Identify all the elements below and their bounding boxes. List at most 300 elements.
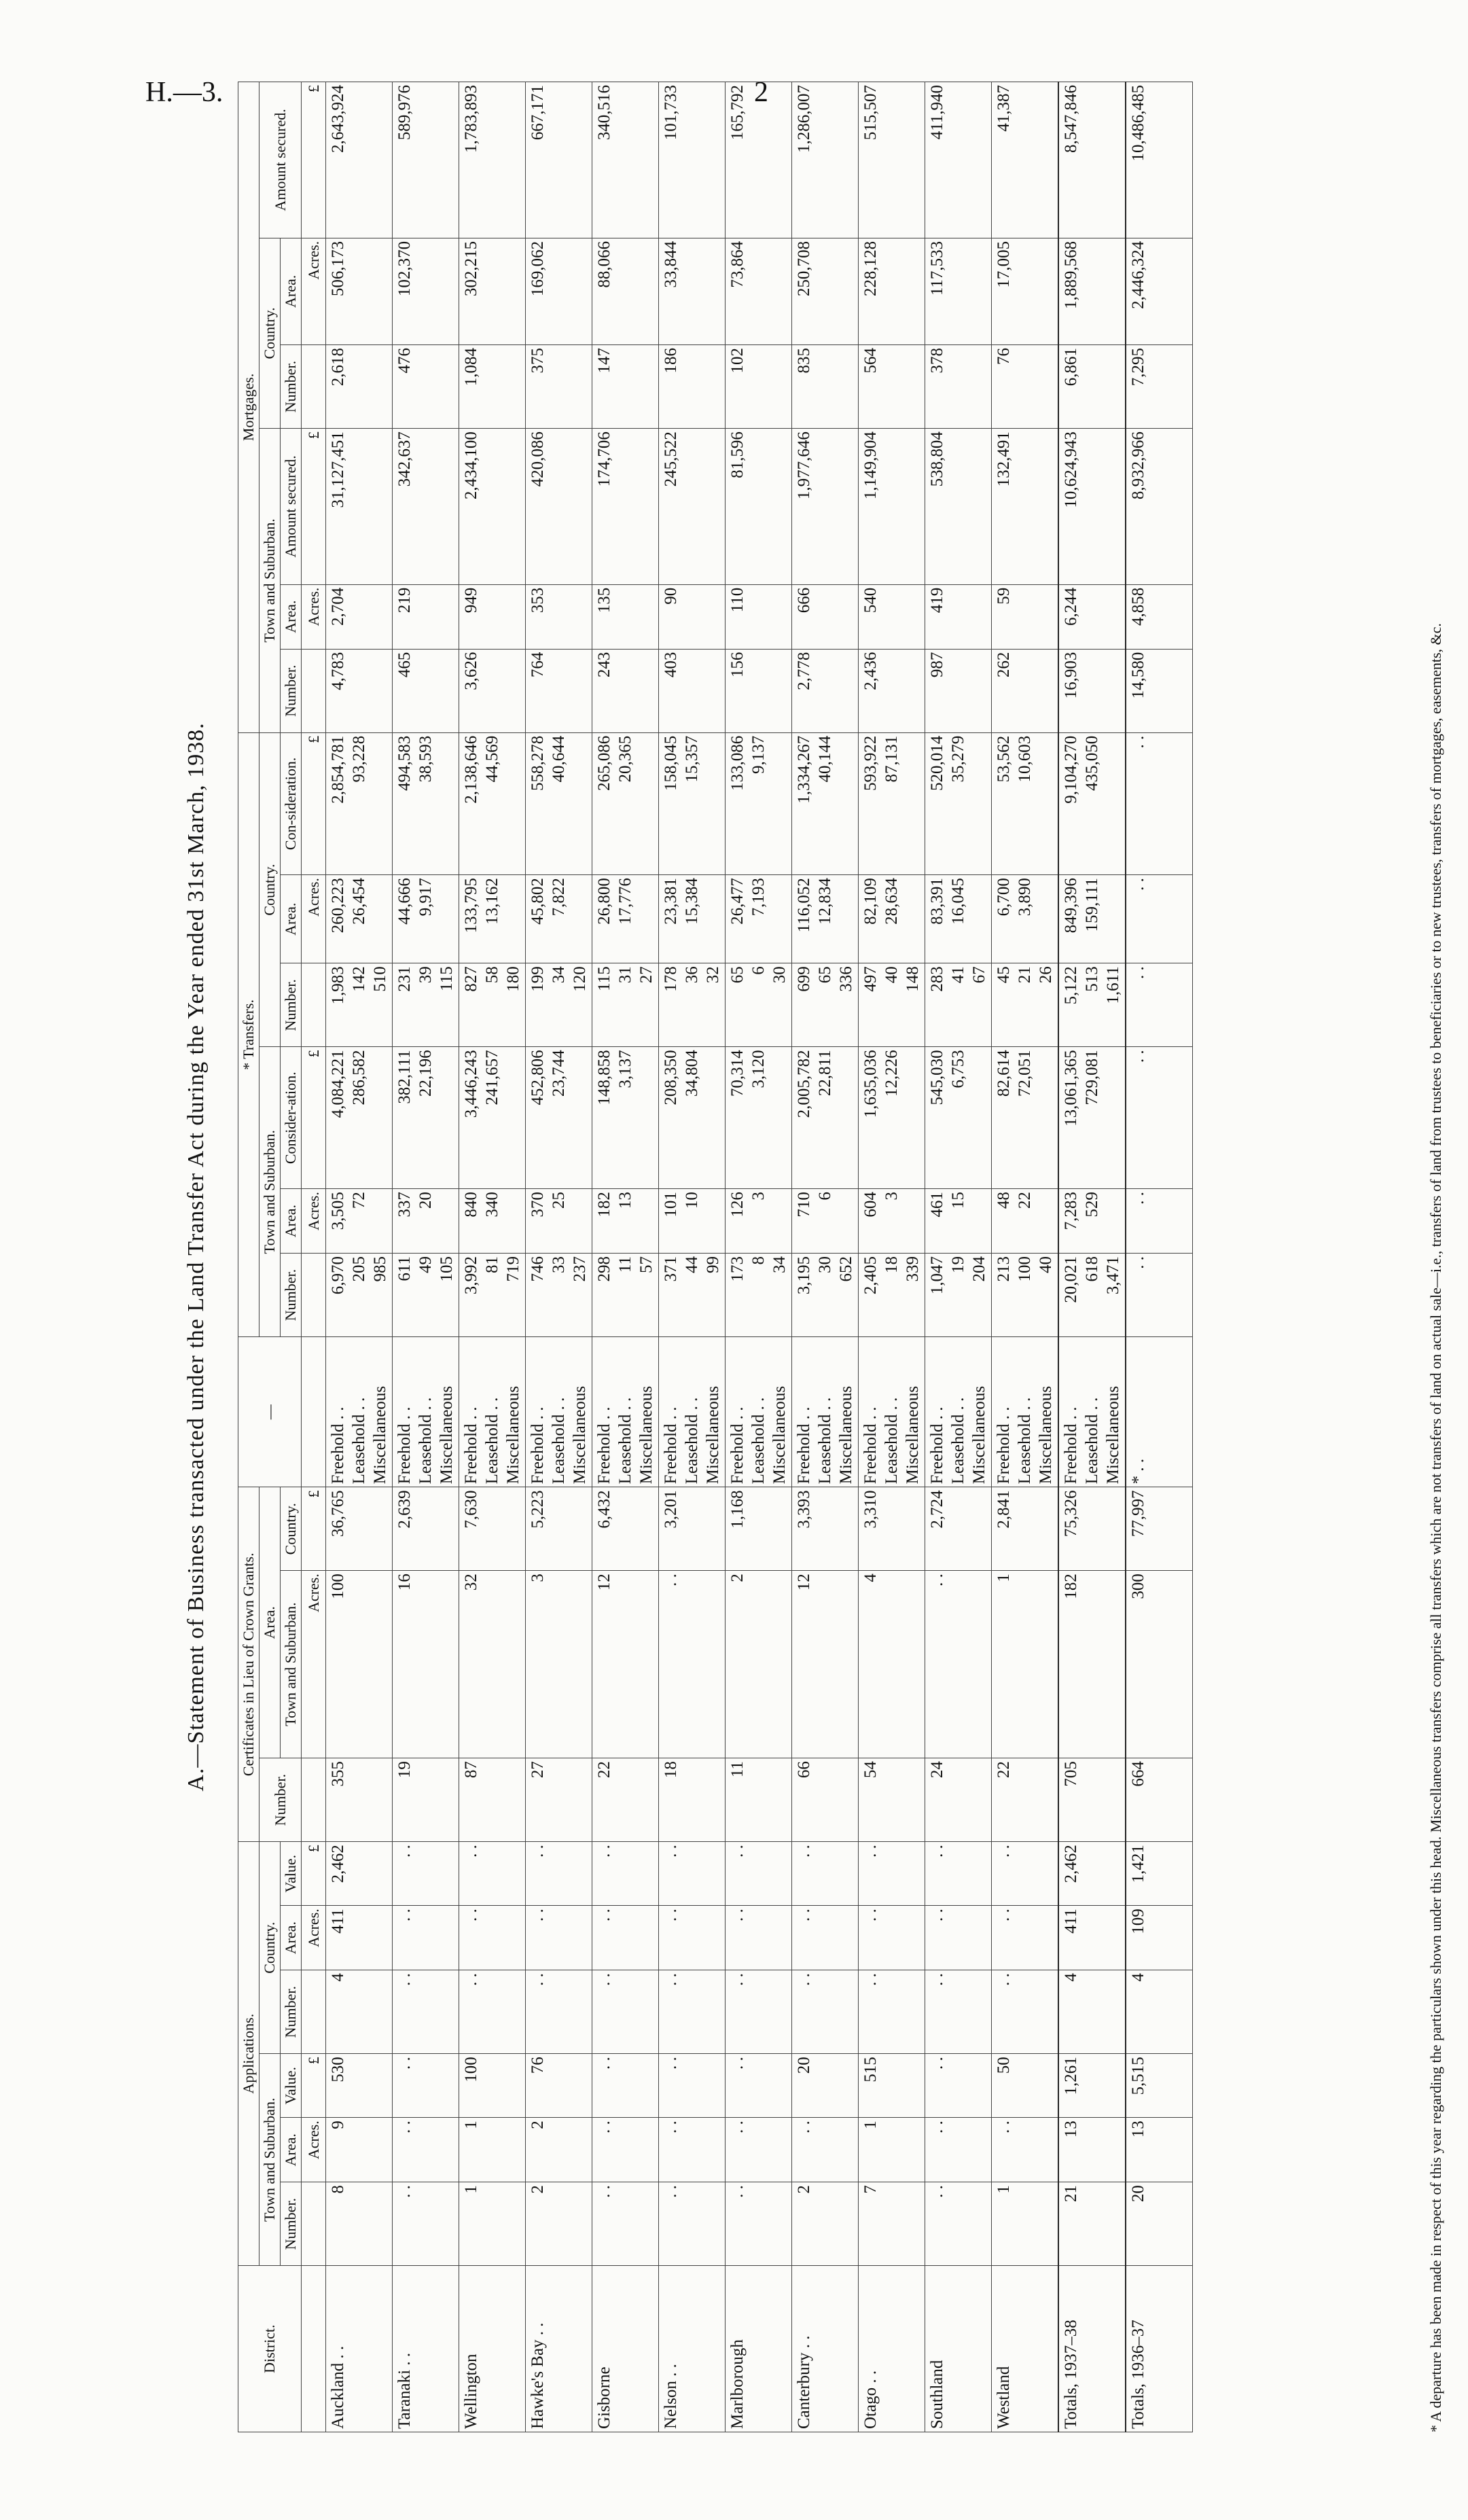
mortgage-value: 6,244 bbox=[1058, 584, 1126, 649]
tr-country-area bbox=[526, 875, 592, 963]
cell-line: 849,396 bbox=[1062, 878, 1080, 934]
tr-country-number bbox=[925, 963, 992, 1047]
cell-line: 265,086 bbox=[595, 735, 613, 791]
cert-value: 22 bbox=[992, 1758, 1059, 1842]
cell-line: 44,569 bbox=[483, 735, 501, 783]
cert-value: 3,393 bbox=[792, 1487, 859, 1571]
app-town-value: 2 bbox=[526, 2182, 592, 2266]
page-reference: H.—3. bbox=[145, 77, 223, 108]
cert-value: 36,765 bbox=[326, 1487, 393, 1571]
tr-country-consideration bbox=[792, 732, 859, 874]
mortgage-value: 2,778 bbox=[792, 649, 859, 732]
col-district: District. bbox=[238, 2266, 302, 2432]
cert-value: 5,223 bbox=[526, 1487, 592, 1571]
col-mortgages: Mortgages. bbox=[238, 82, 259, 733]
district-row bbox=[925, 82, 992, 2432]
cert-value: 182 bbox=[1058, 1571, 1126, 1758]
app-country-value: . . bbox=[592, 1906, 659, 1970]
cell-line bbox=[1149, 1340, 1170, 1484]
unit-pound: £ bbox=[302, 1842, 326, 1906]
app-country-value: . . bbox=[393, 1842, 459, 1906]
cell-line: 93,228 bbox=[350, 735, 368, 783]
mortgage-value: 76 bbox=[992, 344, 1059, 428]
cert-value: 4 bbox=[859, 1571, 925, 1758]
cell-line: 2,405 bbox=[861, 1256, 880, 1295]
cell-line bbox=[969, 1192, 990, 1250]
cell-line bbox=[769, 736, 790, 872]
tr-country-number bbox=[592, 963, 659, 1047]
transfer-type bbox=[1126, 1337, 1193, 1487]
cell-line: 72 bbox=[350, 1192, 368, 1209]
tr-country-area bbox=[592, 875, 659, 963]
app-country-value: . . bbox=[925, 1906, 992, 1970]
tr-town-number bbox=[326, 1254, 393, 1337]
app-country-value: . . bbox=[459, 1842, 526, 1906]
transfer-type bbox=[526, 1337, 592, 1487]
tr-town-number bbox=[1126, 1254, 1193, 1337]
totals-row bbox=[1058, 82, 1126, 2432]
cell-line bbox=[969, 736, 990, 872]
mortgage-value: 420,086 bbox=[526, 429, 592, 585]
cell-line: 65 bbox=[816, 966, 834, 984]
cell-line bbox=[1103, 1050, 1124, 1186]
cell-line: 67 bbox=[970, 966, 988, 984]
cell-line: 72,051 bbox=[1016, 1050, 1034, 1097]
cell-line bbox=[1170, 1050, 1191, 1186]
tr-town-number bbox=[592, 1254, 659, 1337]
cell-line bbox=[636, 878, 657, 960]
tr-country-area bbox=[393, 875, 459, 963]
tr-country-consideration bbox=[592, 732, 659, 874]
transfer-type bbox=[1058, 1337, 1126, 1487]
tr-country-number bbox=[992, 963, 1059, 1047]
cell-line: 49 bbox=[416, 1256, 435, 1274]
mortgage-value: 666 bbox=[792, 584, 859, 649]
cell-line: 39 bbox=[416, 966, 435, 984]
district-name: Totals, 1936–37 bbox=[1126, 2266, 1193, 2432]
tr-country-consideration bbox=[659, 732, 726, 874]
app-town-value: 13 bbox=[1058, 2118, 1126, 2182]
cell-line: 81 bbox=[483, 1256, 501, 1274]
cell-line: 20,365 bbox=[616, 735, 634, 783]
cell-line: 11 bbox=[616, 1256, 634, 1273]
app-country-value: . . bbox=[526, 1906, 592, 1970]
cell-line: . . bbox=[1129, 1256, 1147, 1269]
cell-line: 20,021 bbox=[1062, 1256, 1080, 1303]
app-town-value: . . bbox=[393, 2118, 459, 2182]
transfer-type bbox=[992, 1337, 1059, 1487]
cell-line: 205 bbox=[350, 1256, 368, 1282]
cell-line: 5,122 bbox=[1062, 966, 1080, 1005]
mortgage-value: 540 bbox=[859, 584, 925, 649]
app-country-value: . . bbox=[592, 1970, 659, 2054]
tr-country-consideration bbox=[326, 732, 393, 874]
tr-country-area bbox=[792, 875, 859, 963]
tr-country-number bbox=[393, 963, 459, 1047]
app-town-value: 2 bbox=[792, 2182, 859, 2266]
mortgage-value: 419 bbox=[925, 584, 992, 649]
col-mo-c-amount: Amount secured. bbox=[259, 82, 302, 238]
cell-line: Freehold . . bbox=[395, 1406, 414, 1485]
cell-line: Freehold . . bbox=[662, 1406, 680, 1485]
cell-line: 15,357 bbox=[683, 735, 701, 783]
h-num: Number. bbox=[281, 1254, 302, 1337]
cell-line: Miscellaneous bbox=[371, 1385, 389, 1485]
cell-line: * . . bbox=[1129, 1458, 1147, 1485]
transfer-type bbox=[859, 1337, 925, 1487]
cell-line bbox=[1170, 1192, 1191, 1250]
cell-line: 45,802 bbox=[529, 878, 547, 925]
mortgage-value: 117,533 bbox=[925, 238, 992, 344]
cert-value: 75,326 bbox=[1058, 1487, 1126, 1571]
cell-line: 12,834 bbox=[816, 878, 834, 925]
cell-line bbox=[902, 1050, 923, 1186]
cell-line: 370 bbox=[529, 1192, 547, 1218]
cell-line bbox=[769, 1192, 790, 1250]
tr-country-area bbox=[992, 875, 1059, 963]
mortgage-value: 102 bbox=[726, 344, 792, 428]
col-transfers: * Transfers. bbox=[238, 732, 259, 1336]
mortgage-value: 250,708 bbox=[792, 238, 859, 344]
cell-line: 452,806 bbox=[529, 1050, 547, 1105]
cell-line: Miscellaneous bbox=[504, 1385, 522, 1485]
tr-country-number bbox=[1126, 963, 1193, 1047]
tr-town-area bbox=[925, 1189, 992, 1254]
cell-line: 35,279 bbox=[949, 735, 967, 783]
tr-town-consideration bbox=[526, 1047, 592, 1189]
tr-country-area bbox=[459, 875, 526, 963]
cell-line bbox=[1149, 878, 1170, 960]
cell-line: Freehold . . bbox=[529, 1406, 547, 1485]
cell-line: 26,477 bbox=[728, 878, 747, 925]
cert-value: 12 bbox=[592, 1571, 659, 1758]
tr-country-area bbox=[1058, 875, 1126, 963]
district-name: Gisborne bbox=[592, 2266, 659, 2432]
cell-line: 30 bbox=[770, 966, 789, 984]
cell-line: 53,562 bbox=[995, 735, 1013, 783]
cell-line: 31 bbox=[616, 966, 634, 984]
cert-value: . . bbox=[659, 1571, 726, 1758]
cell-line bbox=[702, 1192, 723, 1250]
cell-line: 1,047 bbox=[928, 1256, 946, 1295]
mortgage-value: 465 bbox=[393, 649, 459, 732]
cell-line: 237 bbox=[571, 1256, 589, 1282]
cell-line: 34 bbox=[770, 1256, 789, 1274]
cell-line: 148 bbox=[903, 966, 922, 992]
app-country-value: . . bbox=[393, 1906, 459, 1970]
mortgage-value: 90 bbox=[659, 584, 726, 649]
cell-line: 435,050 bbox=[1083, 735, 1101, 791]
mortgage-value: 219 bbox=[393, 584, 459, 649]
tr-town-number bbox=[925, 1254, 992, 1337]
cert-value: 3,310 bbox=[859, 1487, 925, 1571]
district-name: Otago . . bbox=[859, 2266, 925, 2432]
app-town-value: 2 bbox=[526, 2118, 592, 2182]
cell-line: 13,162 bbox=[483, 878, 501, 925]
cell-line bbox=[503, 1050, 524, 1186]
mortgage-value: 1,783,893 bbox=[459, 82, 526, 238]
cell-line bbox=[503, 878, 524, 960]
mortgage-value: 589,976 bbox=[393, 82, 459, 238]
cell-line: 298 bbox=[595, 1256, 613, 1282]
cell-line: 100 bbox=[1016, 1256, 1034, 1282]
cell-line: . . bbox=[1129, 735, 1147, 749]
mortgage-value: 506,173 bbox=[326, 238, 393, 344]
cell-line: 208,350 bbox=[662, 1050, 680, 1105]
app-town-value: 5,515 bbox=[1126, 2054, 1193, 2118]
h-amount: Amount secured. bbox=[281, 429, 302, 585]
app-town-value: . . bbox=[792, 2118, 859, 2182]
cell-line: 13,061,365 bbox=[1062, 1050, 1080, 1126]
app-town-value: 515 bbox=[859, 2054, 925, 2118]
district-name: Totals, 1937–38 bbox=[1058, 2266, 1126, 2432]
app-town-value: . . bbox=[393, 2054, 459, 2118]
app-country-value: . . bbox=[859, 1906, 925, 1970]
cert-value: 27 bbox=[526, 1758, 592, 1842]
district-row bbox=[726, 82, 792, 2432]
h-num: Number. bbox=[281, 1970, 302, 2054]
app-town-value: 21 bbox=[1058, 2182, 1126, 2266]
cell-line: Leasehold . . bbox=[483, 1397, 501, 1485]
cell-line: 339 bbox=[903, 1256, 922, 1282]
cell-line: 20 bbox=[416, 1192, 435, 1209]
cell-line: 283 bbox=[928, 966, 946, 992]
mortgage-value: 476 bbox=[393, 344, 459, 428]
cell-line: 38,593 bbox=[416, 735, 435, 783]
app-country-value: . . bbox=[992, 1842, 1059, 1906]
cell-line: 260,223 bbox=[329, 878, 347, 934]
tr-town-area bbox=[393, 1189, 459, 1254]
mortgage-value: 302,215 bbox=[459, 238, 526, 344]
cell-line bbox=[769, 1050, 790, 1186]
cell-line: 16,045 bbox=[949, 878, 967, 925]
h-area: Area. bbox=[281, 238, 302, 344]
cert-value: 87 bbox=[459, 1758, 526, 1842]
mortgage-value: 245,522 bbox=[659, 429, 726, 585]
mortgage-value: 1,889,568 bbox=[1058, 238, 1126, 344]
cell-line: 182 bbox=[595, 1192, 613, 1218]
cell-line: 82,614 bbox=[995, 1050, 1013, 1097]
cell-line: 336 bbox=[837, 966, 855, 992]
mortgage-value: 262 bbox=[992, 649, 1059, 732]
cell-line: 3 bbox=[882, 1192, 901, 1201]
tr-country-consideration bbox=[1126, 732, 1193, 874]
cell-line: Leasehold . . bbox=[1016, 1397, 1034, 1485]
cell-line bbox=[1149, 966, 1170, 1044]
cell-line: 101 bbox=[662, 1192, 680, 1218]
cell-line: 40 bbox=[882, 966, 901, 984]
app-town-value: . . bbox=[592, 2054, 659, 2118]
cert-value: 2,724 bbox=[925, 1487, 992, 1571]
app-country-value: 411 bbox=[326, 1906, 393, 1970]
rotated-statement bbox=[183, 68, 1468, 2446]
district-row bbox=[992, 82, 1059, 2432]
cell-line bbox=[636, 736, 657, 872]
cell-line bbox=[902, 1192, 923, 1250]
cell-line: Freehold . . bbox=[861, 1406, 880, 1485]
cell-line bbox=[503, 736, 524, 872]
app-country-value: . . bbox=[659, 1970, 726, 2054]
h-num: Number. bbox=[281, 2182, 302, 2266]
mortgage-value: 165,792 bbox=[726, 82, 792, 238]
mortgage-value: 4,858 bbox=[1126, 584, 1193, 649]
mortgage-value: 2,618 bbox=[326, 344, 393, 428]
transfer-type bbox=[393, 1337, 459, 1487]
cell-line bbox=[636, 1050, 657, 1186]
mortgage-value: 2,436 bbox=[859, 649, 925, 732]
app-town-value: 530 bbox=[326, 2054, 393, 2118]
cell-line bbox=[702, 878, 723, 960]
cell-line: 497 bbox=[861, 966, 880, 992]
h-num: Number. bbox=[281, 963, 302, 1047]
tr-country-area bbox=[859, 875, 925, 963]
cert-value: 77,997 bbox=[1126, 1487, 1193, 1571]
mortgage-value: 835 bbox=[792, 344, 859, 428]
app-country-value: . . bbox=[526, 1842, 592, 1906]
cell-line: 9,917 bbox=[416, 878, 435, 917]
mortgage-value: 228,128 bbox=[859, 238, 925, 344]
app-town-value: 8 bbox=[326, 2182, 393, 2266]
app-country-value: . . bbox=[792, 1970, 859, 2054]
cell-line: 133,795 bbox=[462, 878, 480, 934]
cell-line: 105 bbox=[437, 1256, 456, 1282]
mortgage-value: 515,507 bbox=[859, 82, 925, 238]
app-town-value: 13 bbox=[1126, 2118, 1193, 2182]
h-area: Area. bbox=[281, 1189, 302, 1254]
h-town-area: Town and Suburban. bbox=[281, 1571, 302, 1758]
tr-country-consideration bbox=[393, 732, 459, 874]
tr-town-number bbox=[393, 1254, 459, 1337]
mortgage-value: 6,861 bbox=[1058, 344, 1126, 428]
cell-line bbox=[1149, 1256, 1170, 1334]
cell-line: 13 bbox=[616, 1192, 634, 1209]
cell-line: Miscellaneous bbox=[970, 1385, 988, 1485]
app-country-value: . . bbox=[726, 1970, 792, 2054]
app-town-value: . . bbox=[925, 2182, 992, 2266]
tr-country-area bbox=[659, 875, 726, 963]
transfer-type bbox=[925, 1337, 992, 1487]
mortgage-value: 378 bbox=[925, 344, 992, 428]
cell-line bbox=[1149, 736, 1170, 872]
cell-line: 746 bbox=[529, 1256, 547, 1282]
cert-value: 16 bbox=[393, 1571, 459, 1758]
mortgage-value: 186 bbox=[659, 344, 726, 428]
cell-line: 32 bbox=[704, 966, 722, 984]
app-country-value: . . bbox=[592, 1842, 659, 1906]
cell-line: 18 bbox=[882, 1256, 901, 1274]
cell-line: 1,983 bbox=[329, 966, 347, 1005]
cell-line bbox=[436, 878, 457, 960]
tr-town-consideration bbox=[326, 1047, 393, 1189]
col-mo-country: Country. bbox=[259, 238, 281, 428]
mortgage-value: 353 bbox=[526, 584, 592, 649]
page-number: 2 bbox=[754, 77, 768, 108]
cell-line bbox=[569, 736, 590, 872]
cell-line: 7,193 bbox=[749, 878, 768, 917]
cell-line: Leasehold . . bbox=[683, 1397, 701, 1485]
cell-line: 3,471 bbox=[1104, 1256, 1122, 1295]
cell-line: 827 bbox=[462, 966, 480, 992]
cell-line: . . bbox=[1129, 1050, 1147, 1063]
mortgage-value: 243 bbox=[592, 649, 659, 732]
cell-line: 3,505 bbox=[329, 1192, 347, 1230]
cell-line: 148,858 bbox=[595, 1050, 613, 1105]
app-town-value: 1 bbox=[459, 2118, 526, 2182]
cert-value: 6,432 bbox=[592, 1487, 659, 1571]
cert-value: 355 bbox=[326, 1758, 393, 1842]
cell-line: 26,454 bbox=[350, 878, 368, 925]
app-country-value: . . bbox=[925, 1970, 992, 2054]
cell-line: 48 bbox=[995, 1192, 1013, 1209]
app-country-value: 411 bbox=[1058, 1906, 1126, 1970]
cell-line: 3,446,243 bbox=[462, 1050, 480, 1118]
cell-line: 241,657 bbox=[483, 1050, 501, 1105]
app-town-value: . . bbox=[726, 2182, 792, 2266]
transfer-type bbox=[459, 1337, 526, 1487]
cell-line: 180 bbox=[504, 966, 522, 992]
cert-value: 2 bbox=[726, 1571, 792, 1758]
cell-line: 2,138,646 bbox=[462, 735, 480, 804]
cell-line bbox=[569, 1050, 590, 1186]
cell-line bbox=[969, 878, 990, 960]
cell-line: 7,822 bbox=[550, 878, 568, 917]
app-country-value: . . bbox=[925, 1842, 992, 1906]
district-name: Westland bbox=[992, 2266, 1059, 2432]
cell-line: 65 bbox=[728, 966, 747, 984]
cell-line: 22,196 bbox=[416, 1050, 435, 1097]
cell-line: Freehold . . bbox=[1062, 1406, 1080, 1485]
district-name: Wellington bbox=[459, 2266, 526, 2432]
cell-line bbox=[836, 1050, 857, 1186]
mortgage-value: 81,596 bbox=[726, 429, 792, 585]
cell-line: Freehold . . bbox=[995, 1406, 1013, 1485]
cell-line bbox=[370, 1050, 391, 1186]
h-num: Number. bbox=[281, 649, 302, 732]
cell-line: 15,384 bbox=[683, 878, 701, 925]
app-town-value: . . bbox=[659, 2054, 726, 2118]
cell-line: Miscellaneous bbox=[571, 1385, 589, 1485]
cell-line: Freehold . . bbox=[795, 1406, 813, 1485]
cell-line: 3,137 bbox=[616, 1050, 634, 1088]
cell-line: 231 bbox=[395, 966, 414, 992]
totals-row bbox=[1126, 82, 1193, 2432]
app-town-value: . . bbox=[393, 2182, 459, 2266]
unit-acres: Acres. bbox=[302, 584, 326, 649]
cell-line: 593,922 bbox=[861, 735, 880, 791]
app-country-value: 109 bbox=[1126, 1906, 1193, 1970]
cell-line: 8 bbox=[749, 1256, 768, 1265]
app-country-value: . . bbox=[459, 1906, 526, 1970]
transfer-type bbox=[726, 1337, 792, 1487]
app-town-value: . . bbox=[992, 2118, 1059, 2182]
tr-country-number bbox=[726, 963, 792, 1047]
district-name: Auckland . . bbox=[326, 2266, 393, 2432]
cell-line: 3 bbox=[749, 1192, 768, 1201]
cell-line: 36 bbox=[683, 966, 701, 984]
statement-body bbox=[326, 82, 1193, 2432]
cell-line: 3,120 bbox=[749, 1050, 768, 1088]
app-country-value: 4 bbox=[1126, 1970, 1193, 2054]
cell-line: 1,611 bbox=[1104, 966, 1122, 1004]
app-town-value: 1 bbox=[992, 2182, 1059, 2266]
cell-line: Freehold . . bbox=[928, 1406, 946, 1485]
tr-country-number bbox=[859, 963, 925, 1047]
cell-line: Miscellaneous bbox=[770, 1385, 789, 1485]
cell-line bbox=[1035, 878, 1056, 960]
tr-country-number bbox=[459, 963, 526, 1047]
cell-line: 840 bbox=[462, 1192, 480, 1218]
cell-line: 494,583 bbox=[395, 735, 414, 791]
